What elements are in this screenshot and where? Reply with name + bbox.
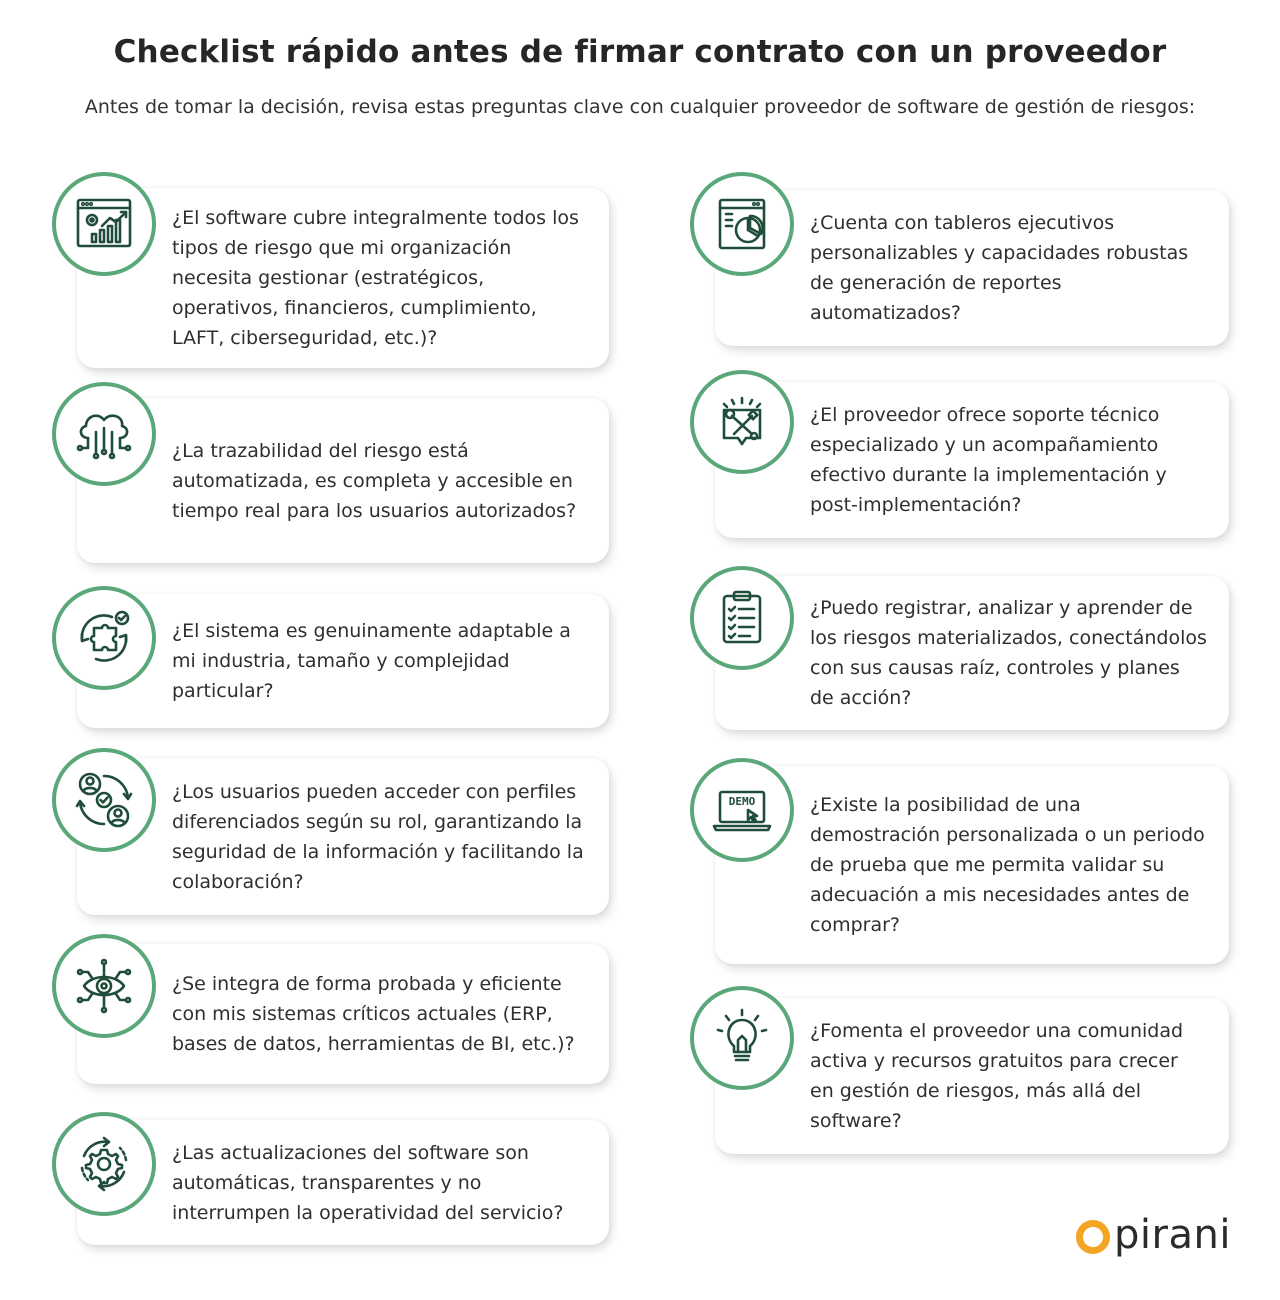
page-subtitle: Antes de tomar la decisión, revisa estas preguntas clave con cualquier proveedor de software de gestión de riesgos: (84, 96, 1196, 118)
checklist-card (77, 758, 609, 915)
checklist-card (715, 576, 1229, 730)
checklist-card (77, 188, 609, 368)
lightbulb-icon (690, 986, 794, 1090)
checklist-question: ¿El proveedor ofrece soporte técnico especializado y un acompañamiento efectivo durante la implementación y post-implementación? (810, 404, 1167, 516)
eye-network-icon (52, 934, 156, 1038)
checklist-question: ¿Los usuarios pueden acceder con perfiles diferenciados según su rol, garantizando la seguridad de la información y facilitando la colaboración? (172, 780, 584, 893)
checklist-question: ¿Puedo registrar, analizar y aprender de los riesgos materializados, conectándolos con sus causas raíz, controles y planes de acción? (810, 597, 1207, 709)
checklist-question: ¿Las actualizaciones del software son automáticas, transparentes y no interrumpen la operatividad del servicio? (172, 1141, 564, 1224)
user-roles-icon (52, 748, 156, 852)
analytics-dashboard-icon (52, 172, 156, 276)
checklist-card (77, 398, 609, 563)
report-chart-icon (690, 172, 794, 276)
cloud-network-icon (52, 382, 156, 486)
tools-support-icon (690, 370, 794, 474)
checklist-card (77, 944, 609, 1084)
checklist-question: ¿Se integra de forma probada y eficiente con mis sistemas críticos actuales (ERP, bases de datos, herramientas de BI, etc.)? (172, 973, 575, 1055)
checklist-card (77, 594, 609, 728)
page-title: Checklist rápido antes de firmar contrato con un proveedor (113, 34, 1167, 70)
logo-text: pirani (1114, 1212, 1231, 1258)
clipboard-checklist-icon (690, 566, 794, 670)
demo-laptop-icon (690, 758, 794, 862)
pirani-logo (1076, 1212, 1231, 1258)
checklist-card (77, 1120, 609, 1245)
gear-update-icon (52, 1112, 156, 1216)
checklist-card (715, 382, 1229, 538)
checklist-question: ¿Cuenta con tableros ejecutivos personalizables y capacidades robustas de generación de reportes automatizados? (810, 212, 1189, 324)
logo-mark-icon (1076, 1220, 1110, 1254)
checklist-question: ¿La trazabilidad del riesgo está automatizada, es completa y accesible en tiempo real para los usuarios autorizados? (172, 439, 577, 522)
checklist-question: ¿Fomenta el proveedor una comunidad activa y recursos gratuitos para crecer en gestión de riesgos, más allá del software? (810, 1020, 1184, 1132)
checklist-question: ¿Existe la posibilidad de una demostración personalizada o un periodo de prueba que me permita validar su adecuación a mis necesidades antes de comprar? (810, 794, 1205, 936)
checklist-question: ¿El sistema es genuinamente adaptable a mi industria, tamaño y complejidad particular? (172, 620, 571, 702)
checklist-question: ¿El software cubre integralmente todos los tipos de riesgo que mi organización necesita gestionar (estratégicos, operativos, financieros, cumplimiento, LAFT, ciberseguridad, etc.)? (172, 207, 579, 349)
puzzle-sync-icon (52, 586, 156, 690)
checklist-card (715, 998, 1229, 1154)
demo-label: DEMO (728, 795, 756, 808)
